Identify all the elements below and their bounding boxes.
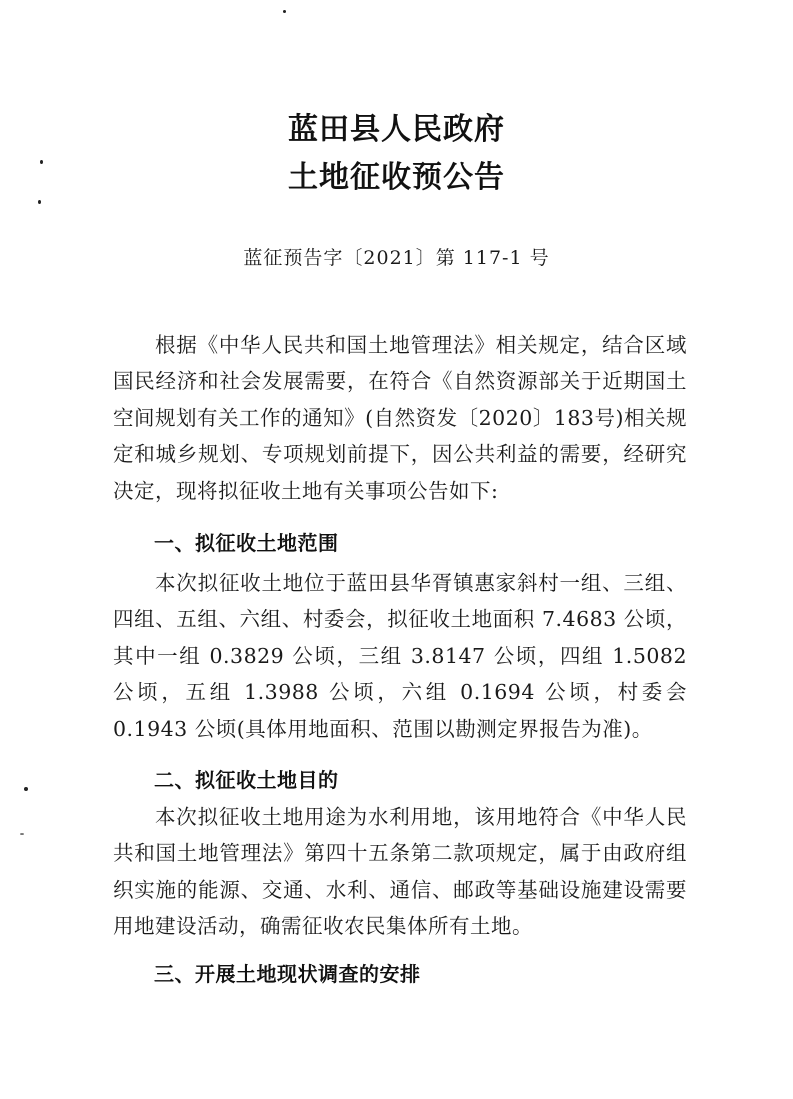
section-heading-scope: 一、拟征收土地范围	[154, 531, 339, 555]
scan-speck	[38, 200, 41, 204]
intro-paragraph: 根据《中华人民共和国土地管理法》相关规定，结合区域国民经济和社会发展需要，在符合《自然资源部关于近期国土空间规划有关工作的通知》(自然资发〔2020〕183号)相关规定和城乡规划、专项规划前提下，因公共利益的需要，经研究决定，现将拟征收土地有关事项公告如下:	[113, 333, 687, 503]
scan-speck	[283, 10, 286, 13]
document-number: 蓝征预告字〔2021〕第 117-1 号	[243, 247, 550, 269]
scan-speck	[20, 833, 24, 835]
document-title-line1: 蓝田县人民政府	[288, 112, 505, 147]
scan-speck	[24, 787, 28, 791]
section-text-scope: 本次拟征收土地位于蓝田县华胥镇惠家斜村一组、三组、四组、五组、六组、村委会，拟征收土地面积 7.4683 公顷，其中一组 0.3829 公顷，三组 3.8147 公顷，四组 1.5082 公顷，五组 1.3988 公顷，六组 0.1694 公顷，村委会 0.1943 公顷(具体用地面积、范围以勘测定界报告为准)。	[113, 571, 687, 741]
section-heading-survey: 三、开展土地现状调查的安排	[154, 962, 421, 986]
section-heading-purpose: 二、拟征收土地目的	[154, 768, 339, 792]
document-title-line2: 土地征收预公告	[288, 160, 505, 195]
section-text-purpose: 本次拟征收土地用途为水利用地，该用地符合《中华人民共和国土地管理法》第四十五条第二款项规定，属于由政府组织实施的能源、交通、水利、通信、邮政等基础设施建设需要用地建设活动，确需征收农民集体所有土地。	[113, 805, 687, 939]
